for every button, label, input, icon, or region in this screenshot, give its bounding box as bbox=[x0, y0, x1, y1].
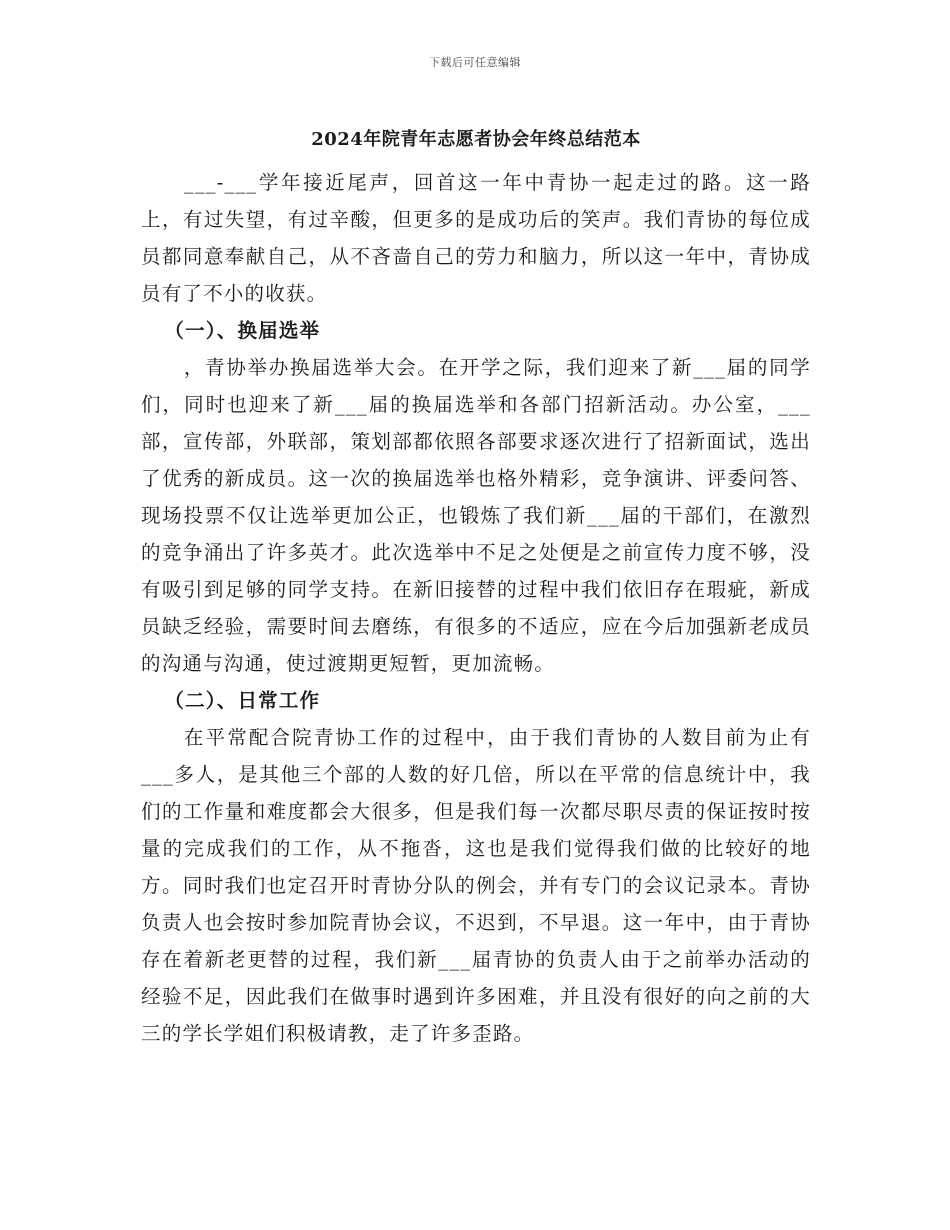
document-page bbox=[141, 126, 811, 1052]
header-note: 下载后可任意编辑 bbox=[429, 56, 521, 69]
document-title: 2024年院青年志愿者协会年终总结范本 bbox=[311, 129, 641, 150]
section-paragraph-election: ，青协举办换届选举大会。在开学之际，我们迎来了新___届的同学们，同时也迎来了新___届的换届选举和各部门招新活动。办公室，___部，宣传部，外联部，策划部都依照各部要求逐次进行了招新面试，选出了优秀的新成员。这一次的换届选举也格外精彩，竞争演讲、评委问答、现场投票不仅让选举更加公正，也锻炼了我们新___届的干部们，在激烈的竞争涌出了许多英才。此次选举中不足之处便是之前宣传力度不够，没有吸引到足够的同学支持。在新旧接替的过程中我们依旧存在瑕疵，新成员缺乏经验，需要时间去磨练，有很多的不适应，应在今后加强新老成员的沟通与沟通，使过渡期更短暂，更加流畅。 bbox=[141, 356, 811, 675]
section-heading-election: （一）、换届选举 bbox=[164, 319, 321, 342]
section-heading-daily-work: （二）、日常工作 bbox=[164, 689, 321, 712]
intro-paragraph: ___-___学年接近尾声，回首这一年中青协一起走过的路。这一路上，有过失望，有过辛酸，但更多的是成功后的笑声。我们青协的每位成员都同意奉献自己，从不吝啬自己的劳力和脑力，所以这一年中，青协成员有了不小的收获。 bbox=[141, 171, 811, 305]
section-paragraph-daily-work: 在平常配合院青协工作的过程中，由于我们青协的人数目前为止有___多人，是其他三个部的人数的好几倍，所以在平常的信息统计中，我们的工作量和难度都会大很多，但是我们每一次都尽职尽责的保证按时按量的完成我们的工作，从不拖沓，这也是我们觉得我们做的比较好的地方。同时我们也定召开时青协分队的例会，并有专门的会议记录本。青协负责人也会按时参加院青协会议，不迟到，不早退。这一年中，由于青协存在着新老更替的过程，我们新___届青协的负责人由于之前举办活动的经验不足，因此我们在做事时遇到许多困难，并且没有很好的向之前的大三的学长学姐们积极请教，走了许多歪路。 bbox=[141, 726, 811, 1045]
